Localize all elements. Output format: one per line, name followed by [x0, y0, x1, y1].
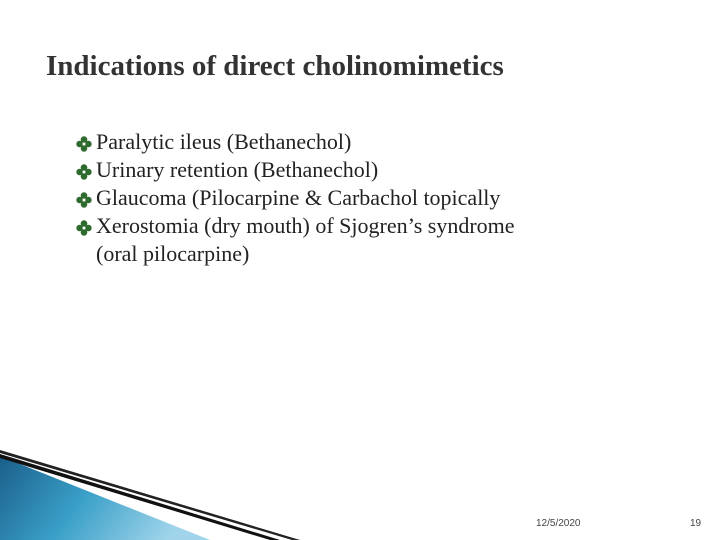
decorative-corner-wedge	[0, 450, 300, 540]
footer-page-number: 19	[690, 518, 702, 529]
bullet-item	[76, 128, 676, 156]
footer-date: 12/5/2020	[536, 518, 581, 529]
bullet-item	[76, 212, 676, 268]
slide-title: Indications of direct cholinomimetics	[46, 50, 504, 82]
diamond-bullet-icon	[76, 192, 92, 208]
bullet-item	[76, 156, 676, 184]
bullet-list	[76, 128, 676, 268]
diamond-bullet-icon	[76, 136, 92, 152]
bullet-text: Paralytic ileus (Bethanechol)	[96, 129, 352, 154]
bullet-item	[76, 184, 676, 212]
bullet-continuation-text: (oral pilocarpine)	[96, 241, 250, 266]
diamond-bullet-icon	[76, 220, 92, 236]
bullet-text: Xerostomia (dry mouth) of Sjogren’s syndrome	[96, 213, 515, 238]
bullet-text: Glaucoma (Pilocarpine & Carbachol topically	[96, 185, 501, 210]
bullet-text: Urinary retention (Bethanechol)	[96, 157, 379, 182]
diamond-bullet-icon	[76, 164, 92, 180]
